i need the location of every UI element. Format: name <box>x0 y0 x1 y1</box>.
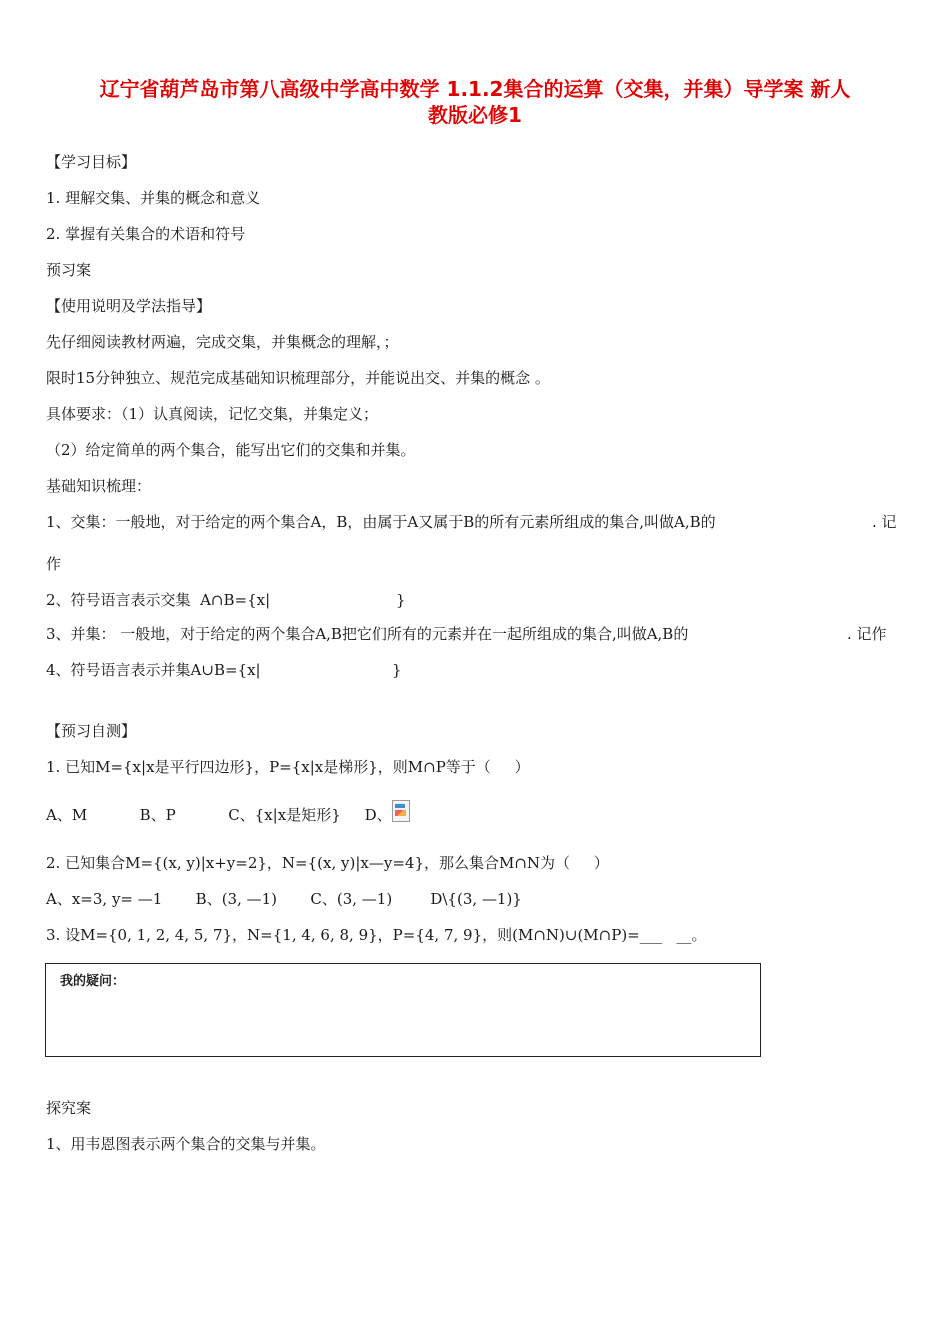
requirement-2: （2）给定简单的两个集合，能写出它们的交集和并集。 <box>46 441 416 459</box>
question-1-options-text: A、M B、P C、{x|x是矩形} D、 <box>46 806 392 824</box>
requirement-1: 具体要求：（1）认真阅读，记忆交集，并集定义； <box>46 405 379 423</box>
knowledge-item-1: 1、交集：一般地，对于给定的两个集合A，B，由属于A又属于B的所有元素所组成的集合,叫做A,B的 <box>46 513 716 531</box>
explore-item-1: 1、用韦恩图表示两个集合的交集与并集。 <box>46 1135 326 1153</box>
question-2: 2. 已知集合M={(x, y)|x+y=2}，N={(x, y)|x—y=4}，那么集合M∩N为（ ） <box>46 854 609 872</box>
knowledge-item-1-cont: 作 <box>46 555 62 573</box>
guide-heading: 【使用说明及学法指导】 <box>46 297 212 315</box>
document-title-line2: 教版必修1 <box>428 103 522 127</box>
knowledge-item-2-brace: } <box>396 591 406 609</box>
selftest-heading: 【预习自测】 <box>46 722 137 740</box>
knowledge-heading: 基础知识梳理： <box>46 477 152 495</box>
document-title-line1: 辽宁省葫芦岛市第八高级中学高中数学 1.1.2集合的运算（交集，并集）导学案 新人 <box>99 77 851 101</box>
explore-label: 探究案 <box>46 1099 92 1117</box>
knowledge-item-4: 4、符号语言表示并集A∪B={x| <box>46 661 261 679</box>
knowledge-item-1-tail: . 记 <box>872 513 897 531</box>
image-placeholder-icon <box>392 800 410 822</box>
knowledge-item-3-tail: . 记作 <box>847 625 887 643</box>
preview-label: 预习案 <box>46 261 92 279</box>
knowledge-item-2: 2、符号语言表示交集 A∩B={x| <box>46 591 271 609</box>
guide-line-1: 先仔细阅读教材两遍，完成交集，并集概念的理解，； <box>46 333 399 351</box>
guide-line-2: 限时15分钟独立、规范完成基础知识梳理部分，并能说出交、并集的概念 。 <box>46 369 550 387</box>
question-3: 3. 设M={0, 1, 2, 4, 5, 7}，N={1, 4, 6, 8, 9}，P={4, 7, 9}，则(M∩N)∪(M∩P)=___ __。 <box>46 926 707 944</box>
objectives-heading: 【学习目标】 <box>46 153 137 171</box>
question-2-options: A、x=3, y= —1 B、(3, —1) C、(3, —1) D\{(3, —1)} <box>46 890 522 908</box>
my-questions-box[interactable] <box>45 963 761 1057</box>
my-questions-label: 我的疑问： <box>60 974 126 989</box>
question-1-options <box>46 800 410 825</box>
knowledge-item-3: 3、并集： 一般地，对于给定的两个集合A,B把它们所有的元素并在一起所组成的集合,叫做A,B的 <box>46 625 689 643</box>
objective-item-1: 1. 理解交集、并集的概念和意义 <box>46 189 261 207</box>
question-1: 1. 已知M={x|x是平行四边形}，P={x|x是梯形}，则M∩P等于（ ） <box>46 758 530 776</box>
knowledge-item-4-brace: } <box>392 661 402 679</box>
objective-item-2: 2. 掌握有关集合的术语和符号 <box>46 225 246 243</box>
